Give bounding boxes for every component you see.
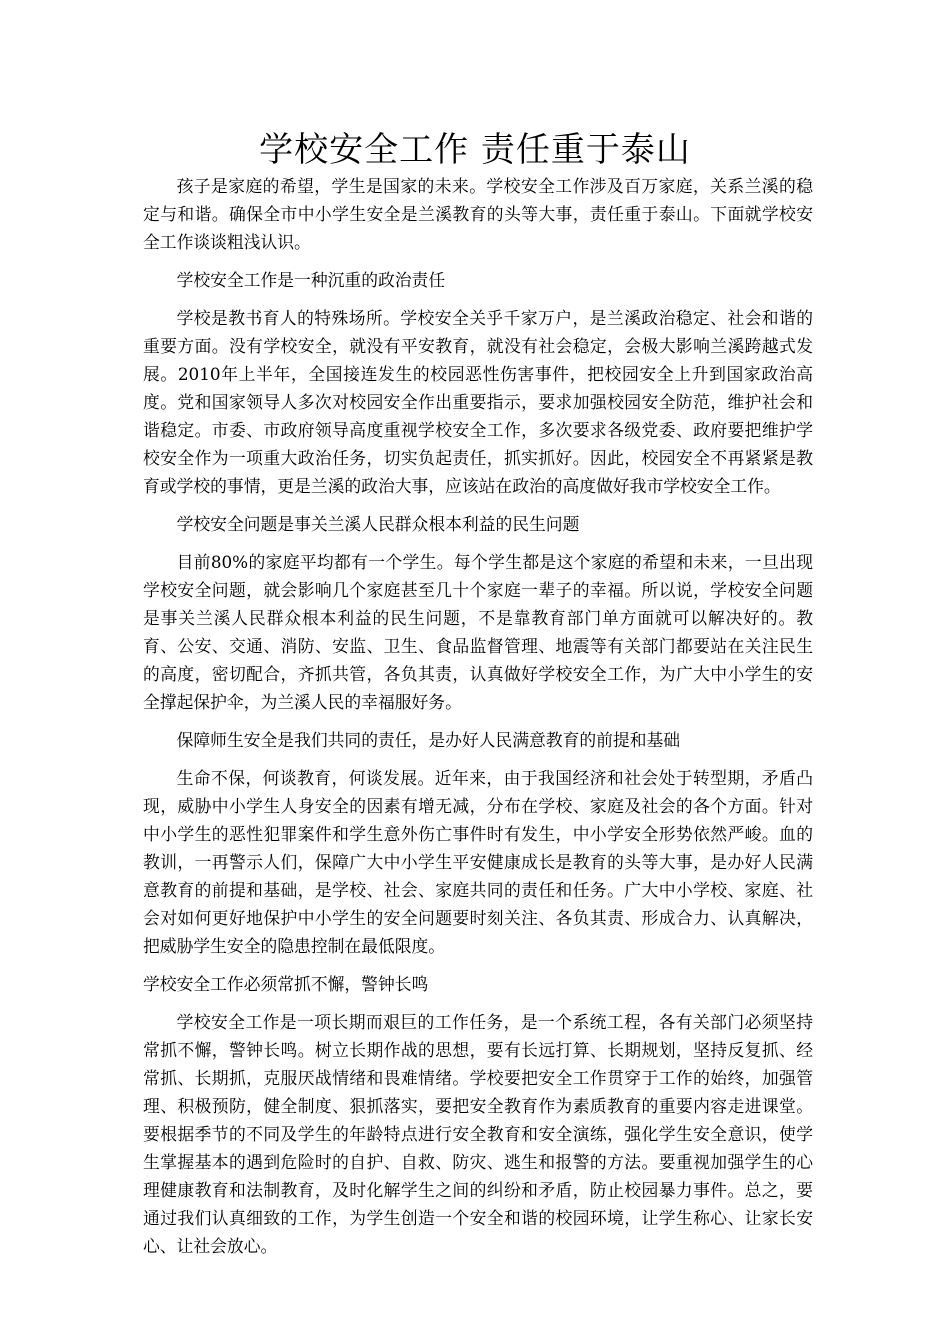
section-body-2: 目前80%的家庭平均都有一个学生。每个学生都是这个家庭的希望和未来，一旦出现学校安全问题，就会影响几个家庭甚至几十个家庭一辈子的幸福。所以说，学校安全问题是事关兰溪人民群众根本利益的民生问题，不是靠教育部门单方面就可以解决好的。教育、公安、交通、消防、安监、卫生、食品监督管理、地震等有关部门都要站在关注民生的高度，密切配合，齐抓共管，各负其责，认真做好学校安全工作，为广大中小学生的安全撑起保护伞，为兰溪人民的幸福服好务。 <box>143 552 813 712</box>
intro-paragraph: 孩子是家庭的希望，学生是国家的未来。学校安全工作涉及百万家庭，关系兰溪的稳定与和谐。确保全市中小学生安全是兰溪教育的头等大事，责任重于泰山。下面就学校安全工作谈谈粗浅认识。 <box>143 176 813 252</box>
section-body-4: 学校安全工作是一项长期而艰巨的工作任务，是一个系统工程，各有关部门必须坚持常抓不懈，警钟长鸣。树立长期作战的思想，要有长远打算、长期规划，坚持反复抓、经常抓、长期抓，克服厌战情绪和畏难情绪。学校要把安全工作贯穿于工作的始终，加强管理、积极预防，健全制度、狠抓落实，要把安全教育作为素质教育的重要内容走进课堂。要根据季节的不同及学生的年龄特点进行安全教育和安全演练，强化学生安全意识，使学生掌握基本的遇到危险时的自护、自救、防灾、逃生和报警的方法。要重视加强学生的心理健康教育和法制教育，及时化解学生之间的纠纷和矛盾，防止校园暴力事件。总之，要通过我们认真细致的工作，为学生创造一个安全和谐的校园环境，让学生称心、让家长安心、让社会放心。 <box>143 1012 813 1256</box>
section-heading-4: 学校安全工作必须常抓不懈，警钟长鸣 <box>143 974 429 994</box>
document-body <box>143 172 813 1260</box>
section-heading-1: 学校安全工作是一种沉重的政治责任 <box>176 270 446 290</box>
section-body-1: 学校是教书育人的特殊场所。学校安全关乎千家万户，是兰溪政治稳定、社会和谐的重要方面。没有学校安全，就没有平安教育，就没有社会稳定，会极大影响兰溪跨越式发展。2010年上半年，全国接连发生的校园恶性伤害事件，把校园安全上升到国家政治高度。党和国家领导人多次对校园安全作出重要指示，要求加强校园安全防范，维护社会和谐稳定。市委、市政府领导高度重视学校安全工作，多次要求各级党委、政府要把维护学校安全作为一项重大政治任务，切实负起责任，抓实抓好。因此，校园安全不再紧紧是教育或学校的事情，更是兰溪的政治大事，应该站在政治的高度做好我市学校安全工作。 <box>143 308 813 496</box>
section-heading-2: 学校安全问题是事关兰溪人民群众根本利益的民生问题 <box>176 514 580 534</box>
section-heading-3: 保障师生安全是我们共同的责任，是办好人民满意教育的前提和基础 <box>176 730 681 750</box>
section-body-3: 生命不保，何谈教育，何谈发展。近年来，由于我国经济和社会处于转型期，矛盾凸现，威胁中小学生人身安全的因素有增无减，分布在学校、家庭及社会的各个方面。针对中小学生的恶性犯罪案件和学生意外伤亡事件时有发生，中小学安全形势依然严峻。血的教训，一再警示人们，保障广大中小学生平安健康成长是教育的头等大事，是办好人民满意教育的前提和基础，是学校、社会、家庭共同的责任和任务。广大中小学校、家庭、社会对如何更好地保护中小学生的安全问题要时刻关注、各负其责、形成合力、认真解决，把威胁学生安全的隐患控制在最低限度。 <box>143 768 813 956</box>
document-title: 学校安全工作 责任重于泰山 <box>259 130 691 170</box>
